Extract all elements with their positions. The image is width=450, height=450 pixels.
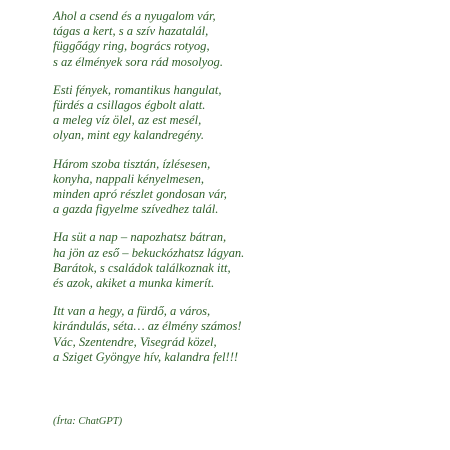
poem-line: a meleg víz ölel, az est mesél,	[53, 113, 202, 128]
stanza-3	[53, 157, 443, 218]
stanza-5	[53, 304, 443, 365]
poem-line: s az élmények sora rád mosolyog.	[53, 54, 223, 69]
poem-line: és azok, akiket a munka kimerít.	[53, 276, 215, 291]
poem-line: konyha, nappali kényelmesen,	[53, 171, 205, 186]
poem-line: Ahol a csend és a nyugalom vár,	[53, 9, 216, 23]
stanza-4	[53, 230, 443, 291]
stanza-2	[53, 83, 443, 144]
poem-line: Itt van a hegy, a fürdő, a város,	[53, 304, 211, 319]
poem-line: Esti fények, romantikus hangulat,	[53, 82, 222, 97]
stanza-1	[53, 9, 443, 70]
poem-line: a gazda figyelme szívedhez talál.	[53, 202, 219, 217]
poem-line: függőágy ring, bogrács rotyog,	[53, 39, 210, 54]
poem	[53, 9, 443, 378]
poem-line: Barátok, s családok találkoznak itt,	[53, 260, 231, 275]
poem-line: tágas a kert, s a szív hazatalál,	[53, 24, 209, 39]
poem-line: fürdés a csillagos égbolt alatt.	[53, 98, 206, 113]
poem-line: Vác, Szentendre, Visegrád közel,	[53, 334, 217, 349]
author-credit: (Írta: ChatGPT)	[53, 416, 123, 427]
poem-line: ha jön az eső – bekuckózhatsz lágyan.	[53, 245, 245, 260]
poem-line: Három szoba tisztán, ízlésesen,	[53, 156, 211, 171]
poem-line: minden apró részlet gondosan vár,	[53, 187, 227, 202]
poem-line: kirándulás, séta… az élmény számos!	[53, 319, 242, 334]
poem-line: olyan, mint egy kalandregény.	[53, 128, 204, 143]
poem-line: Ha süt a nap – napozhatsz bátran,	[53, 230, 227, 245]
poem-line: a Sziget Gyöngye hív, kalandra fel!!!	[53, 349, 239, 364]
